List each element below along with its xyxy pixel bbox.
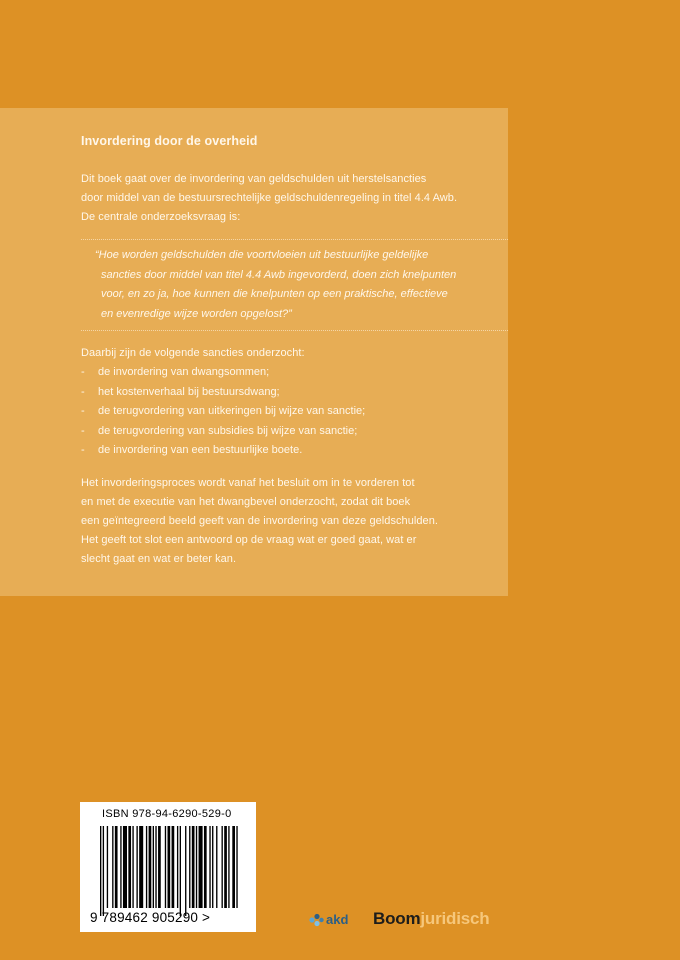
quote-line: en evenredige wijze worden opgelost?”	[101, 307, 292, 320]
barcode-bar	[204, 826, 207, 908]
intro-line: door middel van de bestuursrechtelijke geldschuldenregeling in titel 4.4 Awb.	[81, 192, 458, 204]
list-item: - de terugvordering van subsidies bij wijze van sanctie;	[81, 424, 358, 437]
isbn-barcode	[80, 802, 256, 932]
barcode-bar	[222, 826, 223, 908]
barcode-bar	[236, 826, 237, 908]
barcode-bar	[172, 826, 175, 908]
barcode-bar	[155, 826, 156, 908]
barcode-bar	[107, 826, 108, 908]
quote-line: voor, en zo ja, hoe kunnen die knelpunten op een praktische, effectieve	[101, 288, 448, 300]
barcode-bar	[189, 826, 190, 908]
barcode-bar	[165, 826, 166, 908]
barcode-bar	[199, 826, 203, 908]
barcode-bar	[192, 826, 195, 908]
outro-line: slecht gaat en wat er beter kan.	[81, 553, 237, 565]
outro-line: en met de executie van het dwangbevel onderzocht, zodat dit boek	[81, 496, 411, 508]
list-item: - de invordering van een bestuurlijke boete.	[81, 444, 303, 456]
barcode-bar	[103, 826, 104, 916]
barcode-bar	[146, 826, 147, 908]
juridisch-logo-text: juridisch	[420, 909, 490, 928]
barcode-bar	[232, 826, 235, 908]
outro-paragraph	[81, 474, 438, 569]
research-question	[95, 246, 456, 324]
barcode-bar	[149, 826, 152, 908]
barcode-bar	[112, 826, 113, 908]
list-item-text: de terugvordering van uitkeringen bij wijze van sanctie;	[98, 405, 366, 417]
boom-logo-text: Boom	[373, 909, 421, 928]
akd-dots-icon	[308, 913, 324, 927]
barcode-bar	[180, 826, 181, 916]
outro-line: Het geeft tot slot een antwoord op de vraag wat er goed gaat, wat er	[81, 534, 417, 546]
intro-line: De centrale onderzoeksvraag is:	[81, 211, 241, 223]
barcode-bar	[209, 826, 210, 908]
quote-line: sancties door middel van titel 4.4 Awb ingevorderd, doen zich knelpunten	[101, 268, 457, 281]
barcode-bar	[185, 826, 186, 916]
barcode-bar	[139, 826, 143, 908]
outro-line: een geïntegreerd beeld geeft van de invordering van deze geldschulden.	[81, 515, 438, 527]
text-panel	[0, 108, 508, 596]
isbn-label: ISBN 978-94-6290-529-0	[102, 808, 232, 820]
barcode-digits: 9 789462 905290 >	[90, 910, 211, 925]
barcode-bar	[100, 826, 101, 916]
barcode-bar	[216, 826, 217, 908]
barcode-bar	[224, 826, 227, 908]
research-question-box	[81, 239, 508, 331]
barcode-bar	[177, 826, 178, 908]
barcode-bar	[120, 826, 121, 908]
barcode-bar	[136, 826, 137, 908]
outro-line: Het invorderingsproces wordt vanaf het besluit om in te vorderen tot	[81, 477, 415, 489]
barcode-bar	[132, 826, 133, 908]
intro-line: Dit boek gaat over de invordering van geldschulden uit herstelsancties	[81, 173, 427, 185]
back-cover-title: Invordering door de overheid	[81, 134, 258, 148]
list-item: - de invordering van dwangsommen;	[81, 366, 270, 378]
list-item-text: de invordering van een bestuurlijke boete.	[98, 444, 303, 456]
quote-line: “Hoe worden geldschulden die voortvloeien uit bestuurlijke geldelijke	[95, 249, 429, 261]
sanctions-list	[81, 363, 365, 461]
list-item-text: de invordering van dwangsommen;	[98, 366, 270, 378]
barcode-bar	[158, 826, 161, 908]
barcode-bar	[115, 826, 118, 908]
list-item-text: de terugvordering van subsidies bij wijze van sanctie;	[98, 424, 358, 437]
akd-logo	[308, 912, 348, 927]
barcode-bar	[128, 826, 131, 908]
list-item: - de terugvordering van uitkeringen bij wijze van sanctie;	[81, 405, 366, 417]
barcode-bar	[168, 826, 171, 908]
barcode-bar	[153, 826, 154, 908]
barcode-bar	[123, 826, 127, 908]
akd-logo-text: akd	[326, 912, 349, 927]
list-item: - het kostenverhaal bij bestuursdwang;	[81, 385, 280, 398]
list-intro: Daarbij zijn de volgende sancties onderzocht:	[81, 347, 305, 359]
barcode-bar	[212, 826, 213, 908]
list-item-text: het kostenverhaal bij bestuursdwang;	[98, 385, 280, 398]
barcode-bar	[228, 826, 229, 908]
boom-juridisch-logo	[373, 909, 489, 929]
barcode-bar	[196, 826, 197, 908]
intro-paragraph	[81, 170, 457, 227]
